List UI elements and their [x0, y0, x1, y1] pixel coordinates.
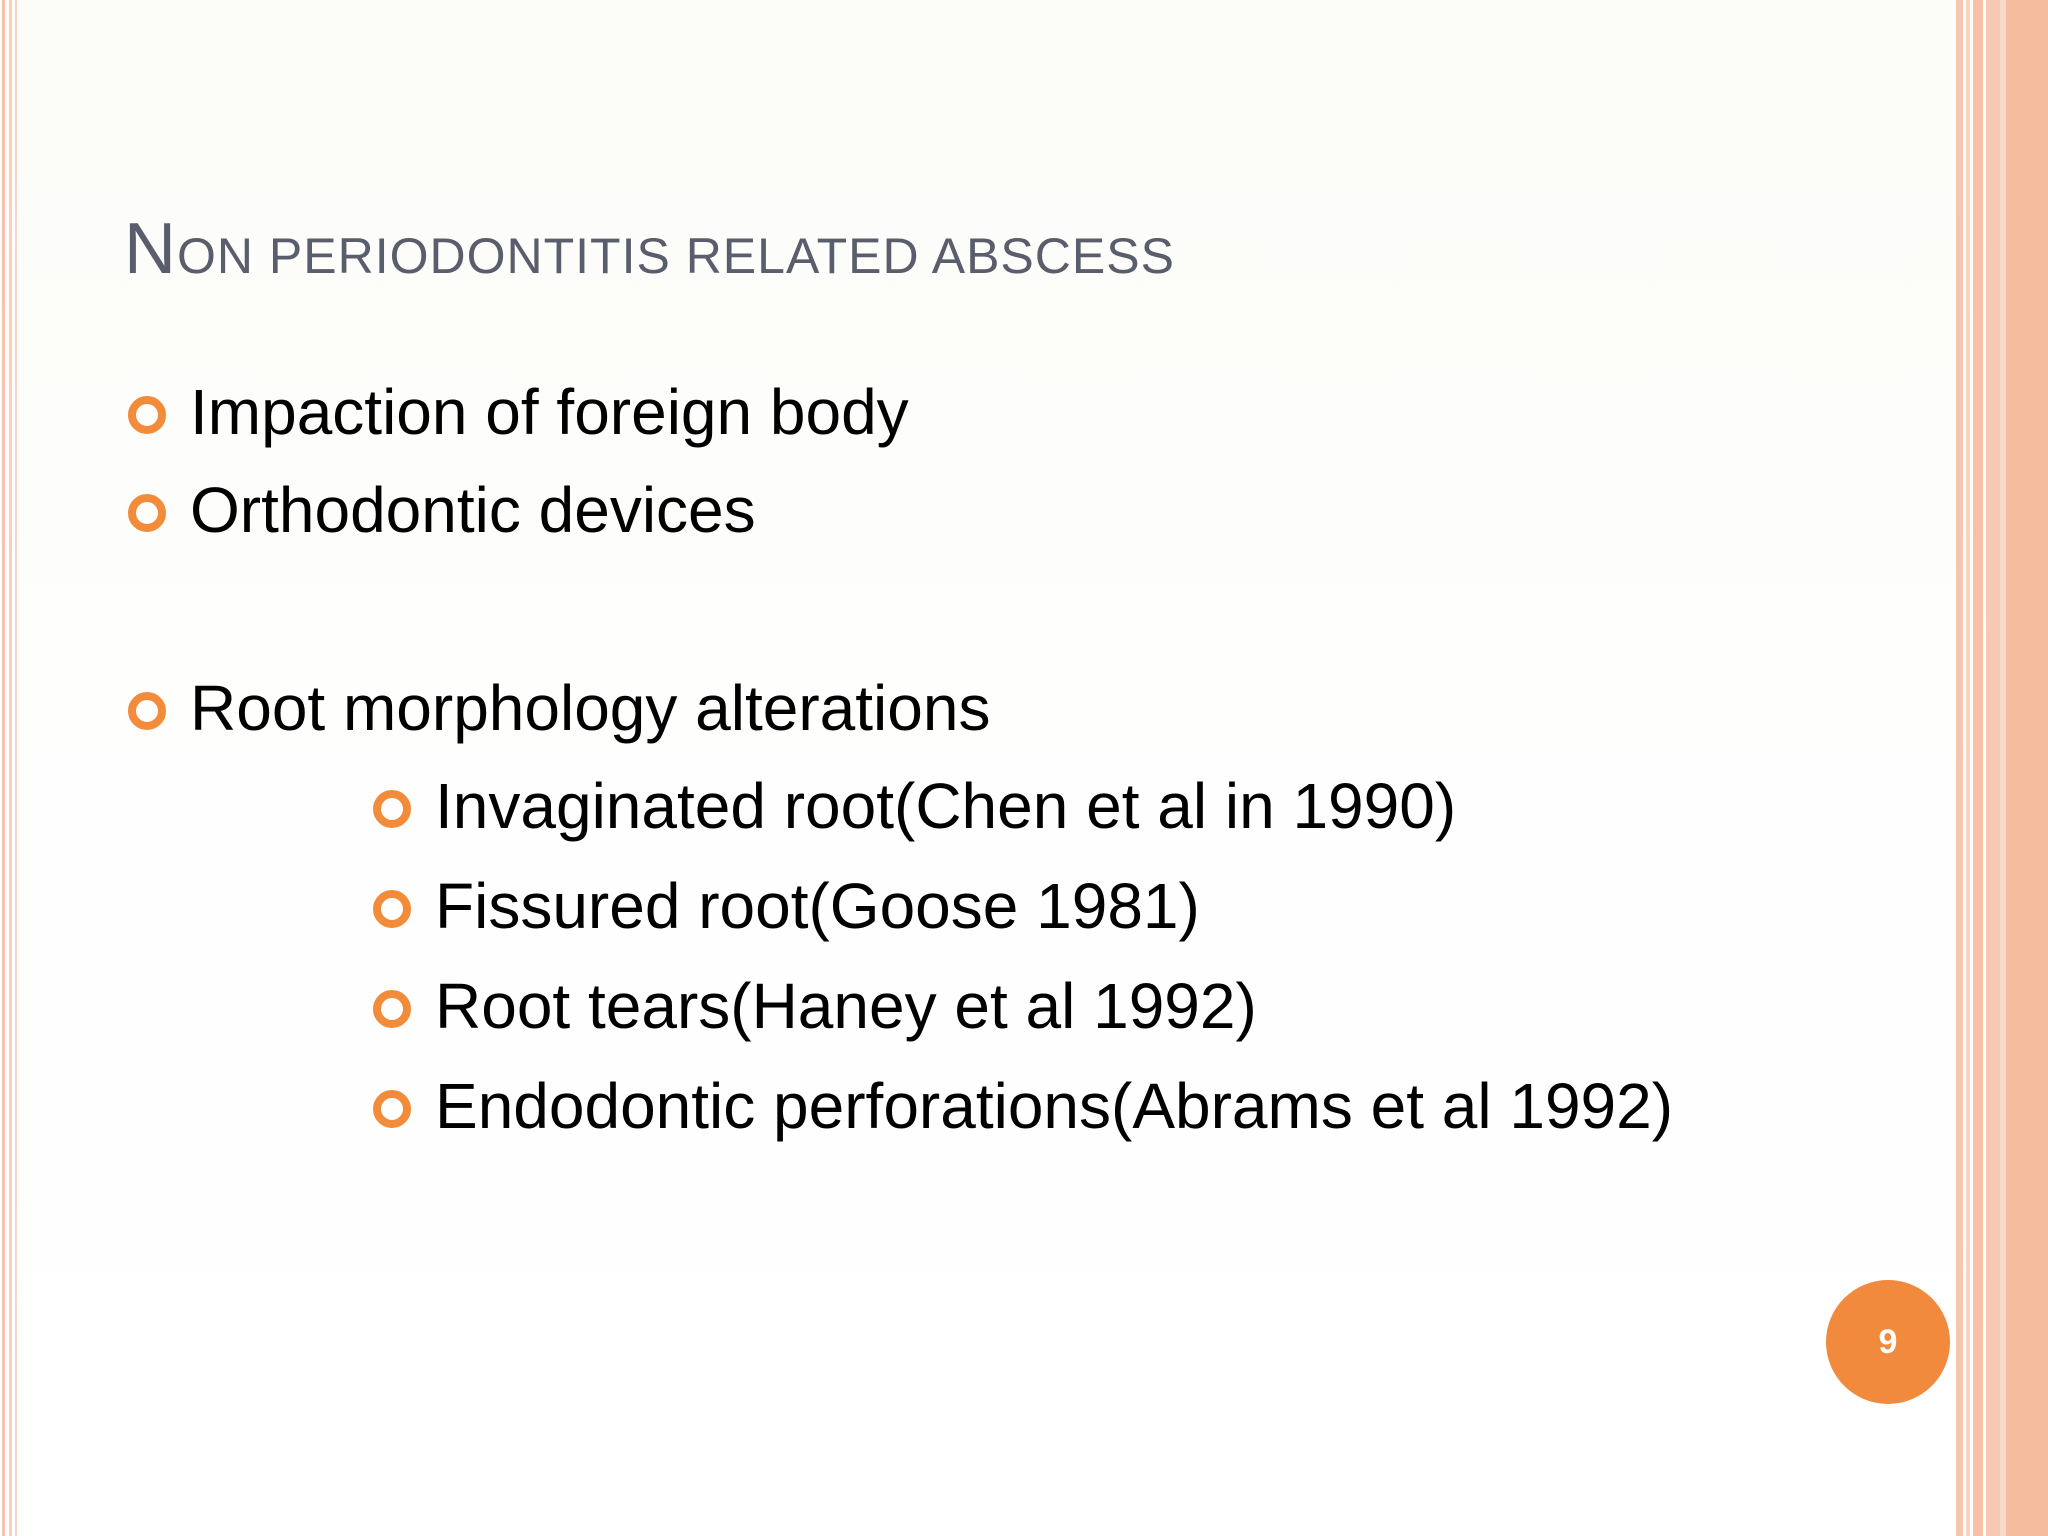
slide-title	[124, 208, 1175, 290]
bullet-text: Root morphology alterations	[190, 672, 991, 744]
right-border-stripe	[1986, 0, 2000, 1536]
bullet-item	[128, 372, 909, 452]
slide-title-rest: ON PERIODONTITIS RELATED ABSCESS	[177, 228, 1175, 284]
ring-bullet-icon	[373, 990, 411, 1028]
slide-title-initial: N	[124, 209, 177, 289]
bullet-text: Fissured root(Goose 1981)	[435, 870, 1200, 942]
bullet-text: Invaginated root(Chen et al in 1990)	[435, 770, 1457, 842]
bullet-text: Impaction of foreign body	[190, 376, 909, 448]
ring-bullet-icon	[373, 890, 411, 928]
bullet-item	[128, 668, 990, 748]
right-border-stripe	[1973, 0, 1983, 1536]
sub-bullet-item	[373, 866, 1200, 946]
page-number-badge	[1826, 1280, 1950, 1404]
bullet-text: Endodontic perforations(Abrams et al 1992)	[435, 1070, 1674, 1142]
page-number: 9	[1878, 1322, 1898, 1361]
left-border-line	[2, 0, 5, 1536]
bullet-text: Orthodontic devices	[190, 474, 756, 546]
ring-bullet-icon	[128, 692, 166, 730]
right-border-stripe	[2006, 0, 2048, 1536]
ring-bullet-icon	[373, 1090, 411, 1128]
sub-bullet-item	[373, 966, 1257, 1046]
bullet-text: Root tears(Haney et al 1992)	[435, 970, 1257, 1042]
left-border-line	[9, 0, 12, 1536]
ring-bullet-icon	[373, 790, 411, 828]
right-border-stripe	[1966, 0, 1970, 1536]
right-border-stripe	[1956, 0, 1963, 1536]
left-border-line	[15, 0, 17, 1536]
sub-bullet-item	[373, 766, 1456, 846]
ring-bullet-icon	[128, 396, 166, 434]
bullet-item	[128, 470, 756, 550]
sub-bullet-item	[373, 1066, 1673, 1146]
ring-bullet-icon	[128, 494, 166, 532]
